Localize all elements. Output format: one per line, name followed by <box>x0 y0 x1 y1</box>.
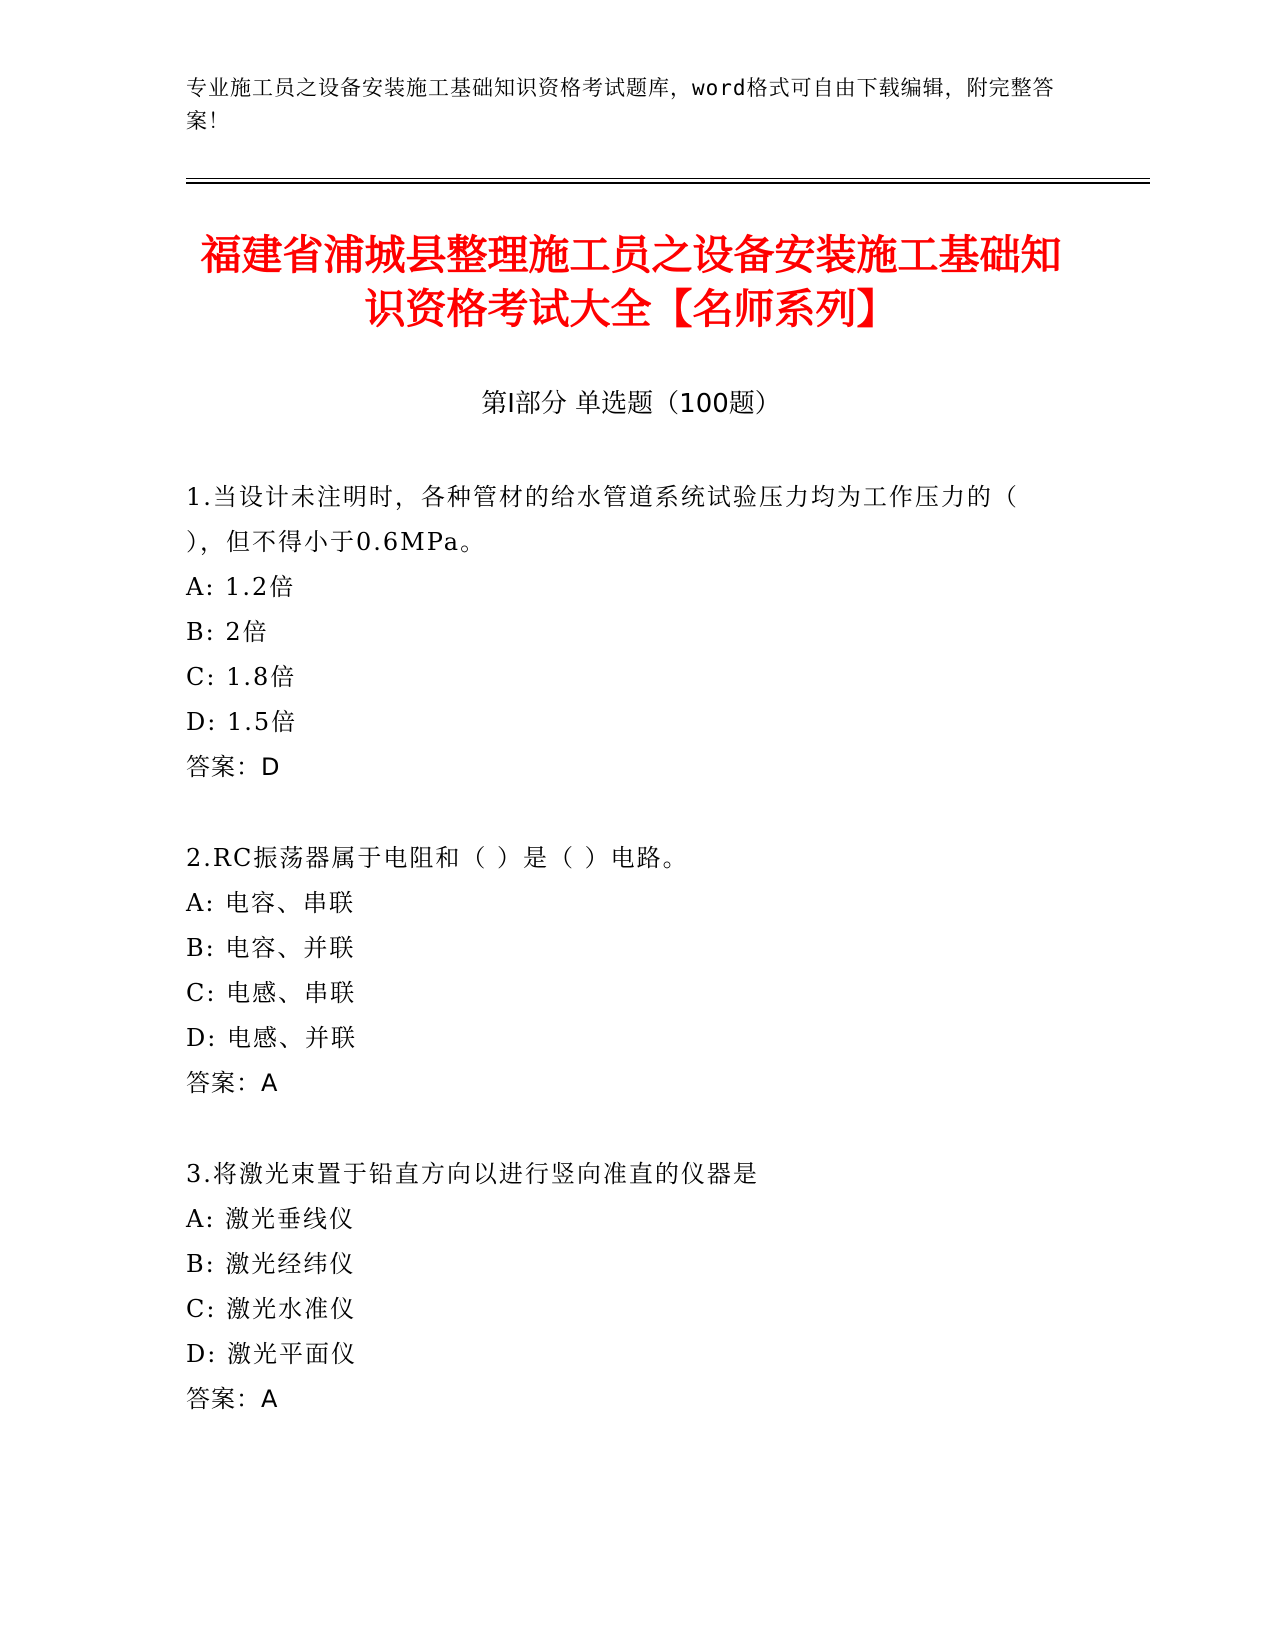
option-b: B: 2倍 <box>186 618 269 646</box>
option-c: C: 激光水准仪 <box>186 1295 357 1323</box>
option-c: C: 1.8倍 <box>186 663 297 691</box>
header-note: 专业施工员之设备安装施工基础知识资格考试题库，word格式可自由下载编辑，附完整答案！ <box>186 76 1055 133</box>
option-c: C: 电感、串联 <box>186 979 357 1007</box>
question-stem: 2.RC振荡器属于电阻和（ ）是（ ）电路。 <box>186 844 689 872</box>
question-stem: 1.当设计未注明时，各种管材的给水管道系统试验压力均为工作压力的（ ），但不得小于0.6MPa。 <box>186 483 1019 556</box>
option-a: A: 1.2倍 <box>186 573 296 601</box>
header-divider-thin <box>186 178 1150 179</box>
option-d: D: 电感、并联 <box>186 1024 357 1052</box>
option-b: B: 激光经纬仪 <box>186 1250 356 1278</box>
answer: 答案：A <box>186 1385 279 1413</box>
question-list <box>186 475 1066 1468</box>
option-b: B: 电容、并联 <box>186 934 356 962</box>
question-stem: 3.将激光束置于铅直方向以进行竖向准直的仪器是 <box>186 1160 759 1188</box>
option-d: D: 激光平面仪 <box>186 1340 357 1368</box>
question-1 <box>186 475 1066 790</box>
option-d: D: 1.5倍 <box>186 708 298 736</box>
option-a: A: 激光垂线仪 <box>186 1205 356 1233</box>
answer: 答案：D <box>186 753 281 781</box>
option-a: A: 电容、串联 <box>186 889 356 917</box>
answer: 答案：A <box>186 1069 279 1097</box>
header-divider-thick <box>186 182 1150 184</box>
question-3 <box>186 1152 1066 1422</box>
section-title: 第Ⅰ部分 单选题（100题） <box>481 389 781 419</box>
question-2 <box>186 836 1066 1106</box>
document-title: 福建省浦城县整理施工员之设备安装施工基础知识资格考试大全【名师系列】 <box>200 231 1062 333</box>
